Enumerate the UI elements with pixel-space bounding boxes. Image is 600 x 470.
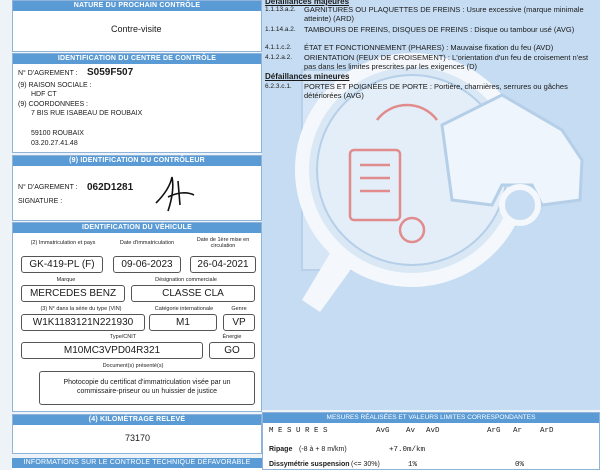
ripage-label: Ripage [269, 446, 293, 453]
mesures-title: M E S U R E S [269, 427, 328, 435]
phone: 03.20.27.41.48 [31, 140, 78, 147]
mineures-title: Défaillances mineures [265, 72, 350, 81]
ripage-limit: (-8 à + 8 m/km) [299, 446, 347, 453]
col-ar: Ar [513, 427, 523, 435]
controleur-agrement-value: 062D1281 [87, 182, 134, 193]
date-first-caption: Date de 1ère mise en circulation [196, 237, 250, 249]
defaillance-text: ORIENTATION (FEUX DE CROISEMENT) : L'orientation d'un feu de croisement n'est pas dans les limites prescrites par les exigences (D) [304, 53, 589, 71]
col-arg: ArG [487, 427, 501, 435]
coordonnees-label: (9) COORDONNEES : [18, 101, 89, 108]
kilometrage-value: 73170 [125, 433, 151, 443]
next-nature-value: Contre-visite [111, 24, 162, 34]
defaillance-code: 1.1.13.a.2. [265, 6, 296, 13]
energie-value: GO [209, 342, 255, 359]
centre-header: IDENTIFICATION DU CENTRE DE CONTRÔLE [13, 54, 261, 64]
defaillance-text: GARNITURES OU PLAQUETTES DE FREINS : Usure excessive (marque minimale atteinte) (ARD) [304, 5, 584, 23]
centre-panel [12, 53, 262, 153]
immat-caption: (2) Immatriculation et pays [30, 240, 96, 246]
defaillance-text: PORTES ET POIGNÉES DE PORTE : Portière, charnières, serrures ou gâches détériorées (AVG) [304, 82, 568, 100]
controleur-agrement-label: N° D'AGREMENT : [18, 184, 78, 191]
controleur-panel [12, 155, 262, 221]
genre-value: VP [223, 314, 255, 331]
signature-icon [148, 173, 198, 215]
vehicule-header: IDENTIFICATION DU VÉHICULE [13, 223, 261, 233]
kilometrage-panel [12, 414, 262, 454]
col-avg: AvG [376, 427, 390, 435]
centre-agrement-label: N° D'AGREMENT : [18, 70, 78, 77]
type-value: M10MC3VPD04R321 [21, 342, 203, 359]
dissymetrie-av: 1% [408, 461, 418, 469]
marque-caption: Marque [56, 277, 76, 283]
genre-caption: Genre [231, 306, 247, 312]
centre-agrement-value: S059F507 [87, 67, 134, 78]
col-ard: ArD [540, 427, 554, 435]
dissymetrie-limit: (<= 30%) [351, 461, 380, 468]
defaillance-code: 4.1.2.a.2. [265, 54, 293, 61]
defaillance-code: 1.1.14.a.2. [265, 26, 296, 33]
raison-sociale-label: (9) RAISON SOCIALE : [18, 82, 92, 89]
infos-panel [12, 458, 262, 470]
vin-caption: (3) N° dans la série du type (VIN) [40, 306, 122, 312]
raison-sociale-value: HDF CT [31, 91, 57, 98]
mesures-panel [262, 412, 600, 470]
marque-value: MERCEDES BENZ [21, 285, 125, 302]
signature-label: SIGNATURE : [18, 198, 63, 205]
next-nature-header: NATURE DU PROCHAIN CONTRÔLE [13, 1, 261, 11]
infos-header: INFORMATIONS SUR LE CONTRÔLE TECHNIQUE DÉFAVORABLE [12, 458, 262, 468]
documents-caption: Document(s) présenté(s) [102, 363, 164, 369]
immat-value: GK-419-PL (F) [21, 256, 103, 273]
vehicule-panel [12, 222, 262, 412]
col-av: Av [406, 427, 416, 435]
ripage-value: +7.0m/km [389, 446, 426, 454]
designation-value: CLASSE CLA [131, 285, 255, 302]
date-immat-caption: Date d'immatriculation [119, 240, 175, 246]
vin-value: W1K1183121N221930 [21, 314, 145, 331]
mesures-header: MESURES RÉALISÉES ET VALEURS LIMITES CORRESPONDANTES [263, 413, 599, 423]
kilometrage-header: (4) KILOMÉTRAGE RELEVÉ [13, 415, 261, 425]
date-immat-value: 09-06-2023 [113, 256, 181, 273]
energie-caption: Énergie [222, 334, 242, 340]
defaillance-text: ÉTAT ET FONCTIONNEMENT (PHARES) : Mauvaise fixation du feu (AVD) [304, 43, 554, 52]
col-avd: AvD [426, 427, 440, 435]
majeures-title: Défaillances majeures [265, 0, 350, 6]
designation-caption: Désignation commerciale [155, 277, 217, 283]
next-nature-panel [12, 0, 262, 52]
date-first-value: 26-04-2021 [190, 256, 256, 273]
dissymetrie-label: Dissymétrie suspension [269, 461, 350, 468]
controleur-header: (9) IDENTIFICATION DU CONTRÔLEUR [13, 156, 261, 166]
address-line2: 59100 ROUBAIX [31, 130, 84, 137]
documents-value: Photocopie du certificat d'immatriculation visée par un commissaire-priseur ou un huissier de justice [39, 371, 255, 405]
categorie-caption: Catégorie internationale [154, 306, 214, 312]
address-line1: 7 BIS RUE ISABEAU DE ROUBAIX [31, 110, 143, 117]
dissymetrie-ar: 0% [515, 461, 525, 469]
defaillance-code: 4.1.1.c.2. [265, 44, 292, 51]
categorie-value: M1 [149, 314, 217, 331]
defaillance-code: 6.2.3.c.1. [265, 83, 292, 90]
defaillance-text: TAMBOURS DE FREINS, DISQUES DE FREINS : Disque ou tambour usé (AVG) [304, 25, 575, 34]
type-caption: Type/CNIT [109, 334, 137, 340]
